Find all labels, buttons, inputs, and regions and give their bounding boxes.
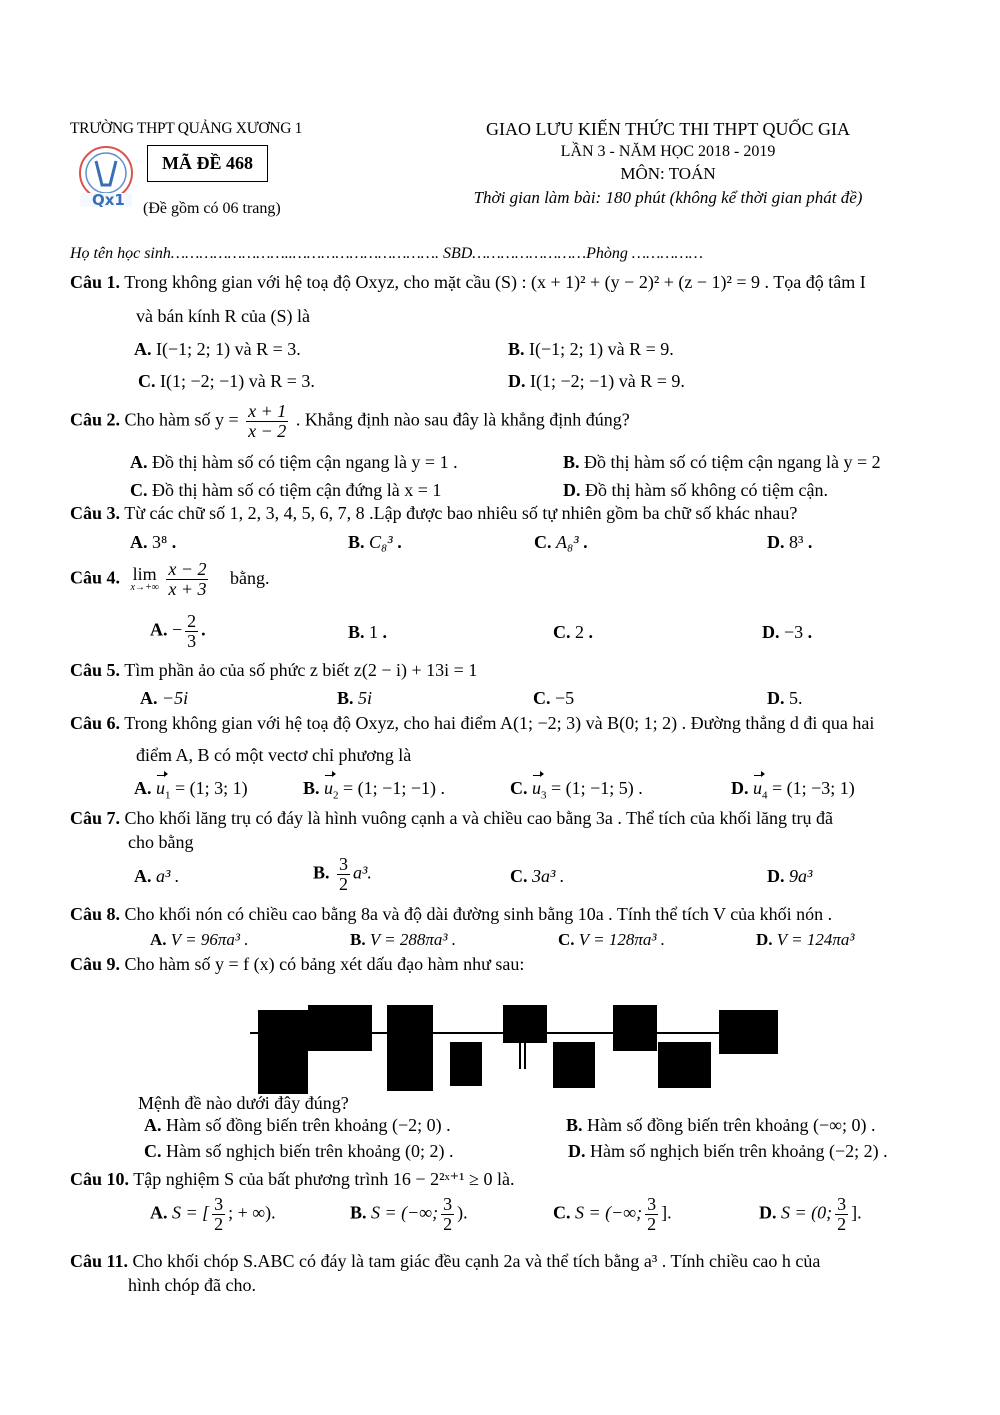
q1-option-a: A. I(−1; 2; 1) và R = 3. [134,339,301,359]
q4-option-a: A. − $\frac{2}{3}$ . [150,611,206,651]
q2-option-a: A. Đồ thị hàm số có tiệm cận ngang là y = 1 . [130,452,458,472]
q4-limit: lim x→+∞ [130,564,159,594]
student-info-line: Họ tên học sinh……………………..…………………………. SBD……………………Phòng …………… [70,245,703,262]
q9-option-a: A. Hàm số đồng biến trên khoảng (−2; 0) . [144,1115,451,1135]
q10-option-c: C. S = (−∞; $\frac{3}{2}$ ]. [553,1194,672,1234]
q6-option-a: A. $u_1 = (1$; 3; 1) [134,778,248,802]
question-11-text2: hình chóp đã cho. [128,1275,256,1295]
q2-fraction: $\frac{x + 1}{x - 2}$ [248,401,287,441]
q8-option-d: D. V = 124πa³ [756,930,855,949]
q9-option-b: B. Hàm số đồng biến trên khoảng (−∞; 0) . [566,1115,876,1135]
question-11: Câu 11. Cho khối chóp S.ABC có đáy là tam giác đều cạnh 2a và thể tích bằng a³ . Tính chiều cao h của [70,1251,821,1271]
q3-option-d: D. 8³ . [767,532,813,552]
question-1-text: Trong không gian với hệ toạ độ Oxyz, cho mặt cầu (S) : (x + 1)² + (y − 2)² + (z − 1)² = 9 . Tọa độ tâm I [124,272,866,292]
question-6: Câu 6. Trong không gian với hệ toạ độ Oxyz, cho hai điểm A(1; −2; 3) và B(0; 1; 2) . Đường thẳng d đi qua hai [70,713,875,733]
q6-option-c: C. $u_3 = (1$; −1; 5) . [510,778,643,802]
exam-subject: MÔN: TOÁN [620,164,716,183]
q8-option-b: B. V = 288πa³ . [350,930,457,949]
q4-option-b: B. 1 . [348,622,388,642]
q2-option-b: B. Đồ thị hàm số có tiệm cận ngang là y = 2 [563,452,881,472]
q4-option-d: D. −3 . [762,622,813,642]
logo-text: Qx1 [92,191,125,209]
q2-option-d: D. Đồ thị hàm số không có tiệm cận. [563,480,828,500]
q3-option-c: C. A₈³ . [534,532,588,552]
question-10: Câu 10. Tập nghiệm S của bất phương trình 16 − 2²ˣ⁺¹ ≥ 0 là. [70,1169,515,1189]
q4-fraction: $\frac{x - 2}{x + 3}$ [168,559,207,599]
q3-option-b: B. C₈³ . [348,532,402,552]
q10-option-a: A. S = [ $\frac{3}{2}$ ; + ∞). [150,1194,276,1234]
question-5: Câu 5. Tìm phần ảo của số phức z biết z(2 − i) + 13i = 1 [70,660,478,680]
question-4: Câu 4. lim x→+∞ $\frac{x - 2}{x + 3}$ bằng. [70,559,270,599]
q5-option-a: A. −5i [140,688,189,708]
q7-option-c: C. 3a³ . [510,866,565,886]
q7-option-b: B. $\frac{3}{2}$ a³. [313,854,372,894]
question-6-text2: điểm A, B có một vectơ chỉ phương là [136,745,412,765]
question-1-text2: và bán kính R của (S) là [136,306,310,326]
q9-option-c: C. Hàm số nghịch biến trên khoảng (0; 2) . [144,1141,454,1161]
question-1-label: Câu 1. [70,272,121,292]
question-7-text2: cho bằng [128,832,194,852]
q1-option-d: D. I(1; −2; −1) và R = 9. [508,371,685,391]
q3-option-a: A. 3⁸ . [130,532,177,552]
q5-option-d: D. 5. [767,688,803,708]
question-8: Câu 8. Cho khối nón có chiều cao bằng 8a và độ dài đường sinh bằng 10a . Tính thể tích V của khối nón . [70,904,833,924]
school-logo [70,143,142,215]
exam-round: LẦN 3 - NĂM HỌC 2018 - 2019 [560,143,776,160]
exam-time: Thời gian làm bài: 180 phút (không kể thời gian phát đề) [473,188,863,207]
question-3: Câu 3. Từ các chữ số 1, 2, 3, 4, 5, 6, 7, 8 .Lập được bao nhiêu số tự nhiên gồm ba chữ số khác nhau? [70,503,798,523]
question-1 [70,272,866,293]
pages-note: (Đề gồm có 06 trang) [143,200,281,217]
school-name: TRƯỜNG THPT QUẢNG XƯƠNG 1 [70,120,303,137]
q8-option-a: A. V = 96πa³ . [150,930,249,949]
exam-title: GIAO LƯU KIẾN THỨC THI THPT QUỐC GIA [485,119,851,139]
q4-option-c: C. 2 . [553,622,593,642]
question-9-prompt: Mệnh đề nào dưới đây đúng? [138,1093,349,1113]
q7-option-d: D. 9a³ [767,866,813,886]
sign-table-redacted [250,1005,780,1093]
q5-option-b: B. 5i [337,688,373,708]
q1-option-c: C. I(1; −2; −1) và R = 3. [138,371,315,391]
exam-code: MÃ ĐỀ 468 [147,145,268,182]
question-9: Câu 9. Cho hàm số y = f (x) có bảng xét dấu đạo hàm như sau: [70,954,525,974]
q7-option-a: A. a³ . [134,866,180,886]
q8-option-c: C. V = 128πa³ . [558,930,665,949]
q6-option-b: B. $u_2 = (1$; −1; −1) . [303,778,445,802]
q2-option-c: C. Đồ thị hàm số có tiệm cận đứng là x = 1 [130,480,442,500]
q6-option-d: D. $u_4 = (1$; −3; 1) [731,778,855,802]
q9-option-d: D. Hàm số nghịch biến trên khoảng (−2; 2) . [568,1141,888,1161]
q10-option-b: B. S = (−∞; $\frac{3}{2}$ ). [350,1194,468,1234]
q1-option-b: B. I(−1; 2; 1) và R = 9. [508,339,674,359]
q10-option-d: D. S = (0; $\frac{3}{2}$ ]. [759,1194,862,1234]
question-2: Câu 2. Cho hàm số y = $\frac{x + 1}{x - 2}$ . Khẳng định nào sau đây là khẳng định đúng? [70,401,630,441]
q5-option-c: C. −5 [533,688,575,708]
question-7: Câu 7. Cho khối lăng trụ có đáy là hình vuông cạnh a và chiều cao bằng 3a . Thể tích của khối lăng trụ đã [70,808,833,828]
